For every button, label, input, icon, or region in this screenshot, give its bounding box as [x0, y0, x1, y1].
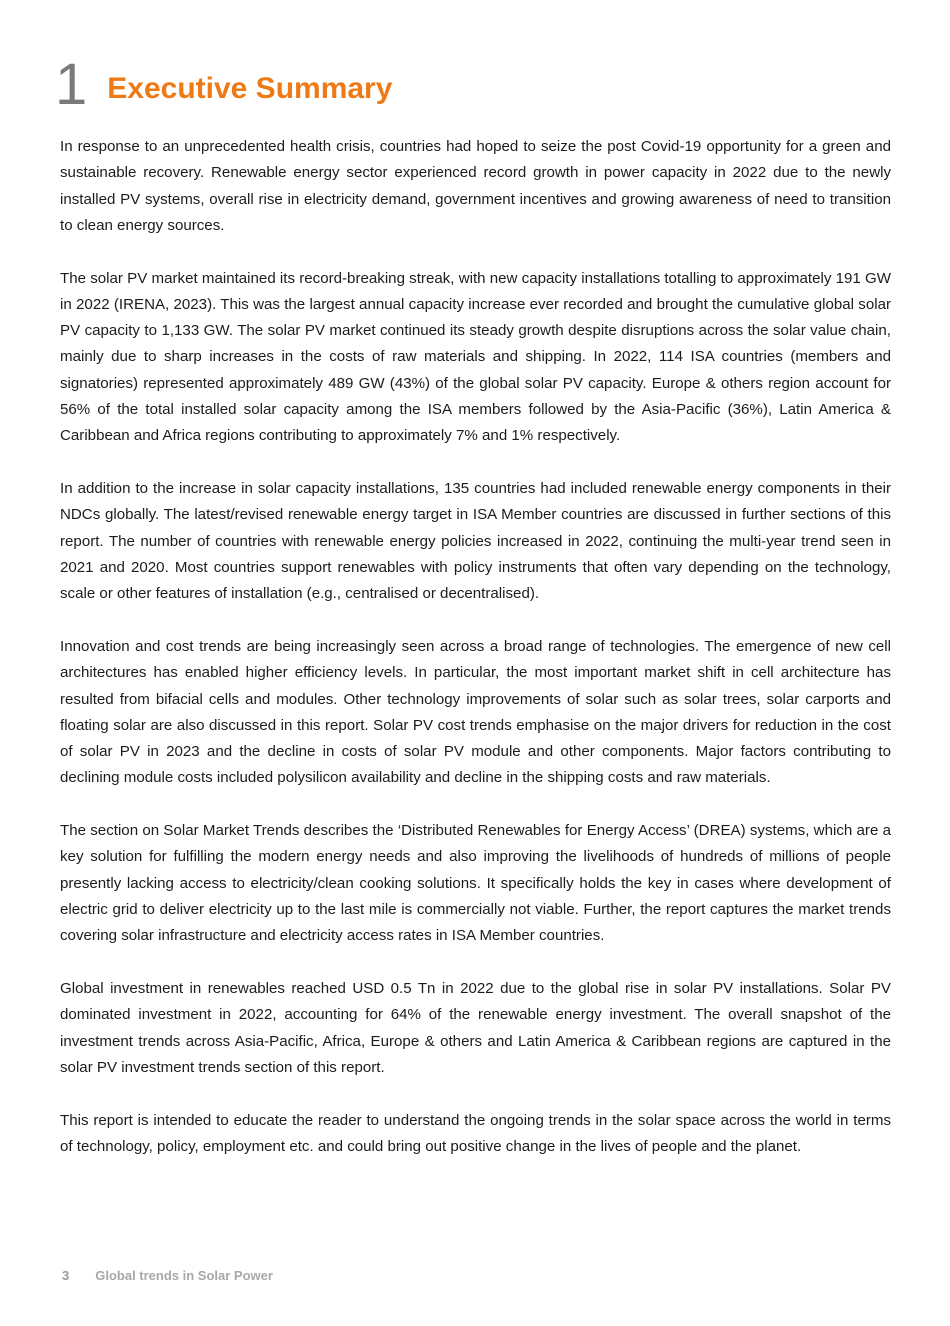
section-title: Executive Summary [107, 72, 393, 105]
paragraph-pv-market: The solar PV market maintained its record-breaking streak, with new capacity installations totalling to approximately 191 GW in 2022 (IRENA, 2023). This was the largest annual capacity increase ever recorded and brought the cumulative global solar PV capacity to 1,133 GW. The solar PV market continued its steady growth despite disruptions across the solar value chain, mainly due to sharp increases in the costs of raw materials and shipping. In 2022, 114 ISA countries (members and signatories) represented approximately 489 GW (43%) of the global solar PV capacity. Europe & others region account for 56% of the total installed solar capacity among the ISA members followed by the Asia-Pacific (36%), Latin America & Caribbean and Africa regions contributing to approximately 7% and 1% respectively. [60, 269, 891, 445]
body-text [60, 134, 891, 1187]
paragraph-recovery: In response to an unprecedented health crisis, countries had hoped to seize the post Covid-19 opportunity for a green and sustainable recovery. Renewable energy sector experienced record growth in power capacity in 2022 due to the newly installed PV systems, overall rise in electricity demand, government incentives and growing awareness of need to transition to clean energy sources. [60, 138, 891, 234]
footer-document-title: Global trends in Solar Power [95, 1268, 273, 1283]
paragraph-market-trends: The section on Solar Market Trends describes the ‘Distributed Renewables for Energy Access’ (DREA) systems, which are a key solution for fulfilling the modern energy needs and also improving the livelihoods of hundreds of millions of people presently lacking access to electricity/clean cooking solutions. It specifically holds the key in cases where development of electric grid to deliver electricity up to the last mile is commercially not viable. Further, the report captures the market trends covering solar infrastructure and electricity access rates in ISA Member countries. [60, 822, 891, 945]
document-page [55, 0, 891, 1326]
paragraph-innovation: Innovation and cost trends are being increasingly seen across a broad range of technologies. The emergence of new cell architectures has enabled higher efficiency levels. In particular, the most important market shift in cell architecture has resulted from bifacial cells and modules. Other technology improvements of solar such as solar trees, solar carports and floating solar are also discussed in this report. Solar PV cost trends emphasise on the major drivers for reduction in the cost of solar PV in 2023 and the decline in costs of solar PV module and other components. Major factors contributing to declining module costs included polysilicon availability and decline in the shipping costs and raw materials. [60, 637, 891, 787]
paragraph-investment: Global investment in renewables reached USD 0.5 Tn in 2022 due to the global rise in solar PV installations. Solar PV dominated investment in 2022, accounting for 64% of the renewable energy investment. The overall snapshot of the investment trends across Asia-Pacific, Africa, Europe & others and Latin America & Caribbean regions are captured in the solar PV investment trends section of this report. [60, 979, 891, 1076]
paragraph-policy: In addition to the increase in solar capacity installations, 135 countries had included renewable energy components in their NDCs globally. The latest/revised renewable energy target in ISA Member countries are discussed in further sections of this report. The number of countries with renewable energy policies increased in 2022, continuing the multi-year trend seen in 2021 and 2020. Most countries support renewables with policy instruments that often vary depending on the technology, scale or other features of installation (e.g., centralised or decentralised). [60, 480, 891, 603]
section-heading [55, 50, 393, 117]
footer-page-number: 3 [62, 1268, 70, 1283]
section-number: 1 [55, 52, 88, 117]
paragraph-purpose: This report is intended to educate the reader to understand the ongoing trends in the solar space across the world in terms of technology, policy, employment etc. and could bring out positive change in the lives of people and the planet. [60, 1111, 891, 1155]
page-footer [62, 1268, 273, 1283]
